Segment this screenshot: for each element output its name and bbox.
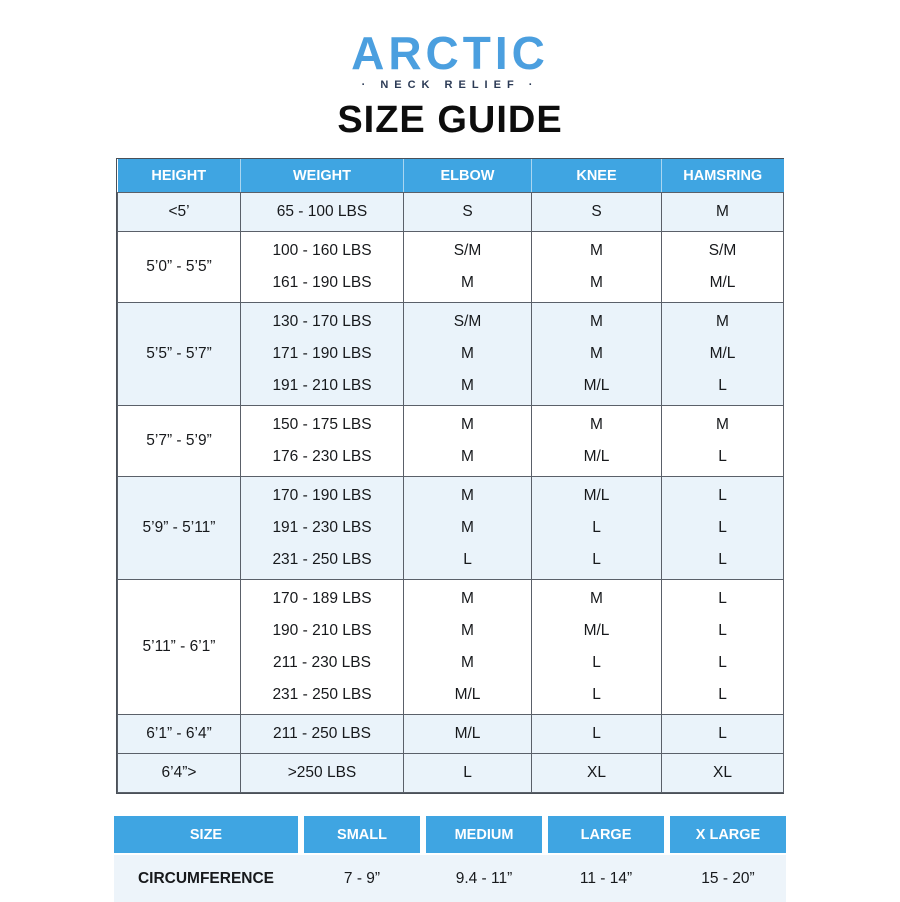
elbow-cell [404,715,532,754]
hamstring-value: L [718,551,727,568]
weight-value: >250 LBS [287,764,357,781]
knee-value: M [590,274,603,291]
circumference-table [114,816,786,902]
weight-value: 171 - 190 LBS [272,345,372,362]
size-table-body [118,193,784,793]
weight-value: 191 - 210 LBS [272,377,372,394]
column-header-elbow: ELBOW [404,159,532,193]
circumference-value: 11 - 14” [579,869,633,887]
hamstring-value: L [718,590,727,607]
hamstring-value: L [718,686,727,703]
elbow-value: M [461,487,474,504]
circumference-table-header [114,816,786,853]
height-cell: 5’11” - 6’1” [118,580,241,715]
elbow-cell [404,303,532,406]
elbow-cell [404,580,532,715]
elbow-value: M [461,622,474,639]
elbow-value: M [461,274,474,291]
knee-value: M [590,242,603,259]
weight-value: 170 - 190 LBS [272,487,372,504]
elbow-value: M [461,519,474,536]
circumference-value: 9.4 - 11” [455,869,513,887]
weight-cell [241,477,404,580]
elbow-value: M [461,377,474,394]
knee-value: M [590,345,603,362]
knee-value: L [592,686,601,703]
hamstring-cell [662,715,784,754]
weight-value: 161 - 190 LBS [272,274,372,291]
knee-cell [532,232,662,303]
height-cell: 5’5” - 5’7” [118,303,241,406]
hamstring-value: L [718,622,727,639]
weight-value: 211 - 250 LBS [273,725,371,742]
height-cell: 5’0” - 5’5” [118,232,241,303]
knee-value: M/L [583,622,610,639]
brand-logo [0,27,900,91]
column-header-height: HEIGHT [118,159,241,193]
weight-cell [241,193,404,232]
size-table-row [118,232,784,303]
weight-cell [241,406,404,477]
size-table-row [118,754,784,793]
knee-value: M [590,590,603,607]
hamstring-cell [662,580,784,715]
size-table-row [118,193,784,232]
hamstring-value: M [716,203,729,220]
knee-value: M [590,313,603,330]
weight-value: 211 - 230 LBS [273,654,371,671]
weight-cell [241,232,404,303]
knee-value: L [592,551,601,568]
elbow-value: S/M [453,313,482,330]
hamstring-cell [662,232,784,303]
hamstring-cell [662,477,784,580]
elbow-cell [404,477,532,580]
weight-value: 170 - 189 LBS [272,590,372,607]
size-table-row [118,715,784,754]
brand-name: ARCTIC [351,27,549,79]
circumference-column-header-small: SMALL [304,816,420,853]
weight-cell [241,754,404,793]
elbow-cell [404,193,532,232]
hamstring-cell [662,754,784,793]
hamstring-value: S/M [708,242,737,259]
knee-value: L [592,654,601,671]
column-header-hamsring: HAMSRING [662,159,784,193]
size-table [117,159,784,793]
elbow-value: S/M [453,242,482,259]
elbow-value: L [463,764,472,781]
hamstring-cell [662,303,784,406]
hamstring-value: L [718,377,727,394]
elbow-value: M [461,654,474,671]
page-title: SIZE GUIDE [337,99,563,141]
weight-cell [241,715,404,754]
elbow-value: M/L [454,725,481,742]
hamstring-value: L [718,725,727,742]
weight-value: 190 - 210 LBS [272,622,372,639]
height-cell: <5’ [118,193,241,232]
circumference-column-header-size: SIZE [114,816,298,853]
height-cell: 5’9” - 5’11” [118,477,241,580]
weight-value: 65 - 100 LBS [276,203,368,220]
elbow-cell [404,232,532,303]
size-table-row [118,406,784,477]
circumference-table-row [114,855,786,902]
circumference-column-header-medium: MEDIUM [426,816,542,853]
size-table-frame [116,158,784,794]
circumference-column-header-x-large: X LARGE [670,816,786,853]
column-header-weight: WEIGHT [241,159,404,193]
hamstring-value: L [718,487,727,504]
hamstring-value: M/L [709,345,736,362]
size-table-header [118,159,784,193]
weight-value: 231 - 250 LBS [272,551,372,568]
hamstring-cell [662,406,784,477]
elbow-value: M [461,345,474,362]
hamstring-value: M/L [709,274,736,291]
knee-value: M/L [583,448,610,465]
elbow-value: M [461,416,474,433]
elbow-value: L [463,551,472,568]
knee-value: M [590,416,603,433]
brand-tagline: · NECK RELIEF · [361,79,539,91]
elbow-value: M/L [454,686,481,703]
hamstring-value: M [716,416,729,433]
weight-value: 176 - 230 LBS [272,448,372,465]
hamstring-cell [662,193,784,232]
elbow-cell [404,754,532,793]
elbow-value: S [462,203,473,220]
hamstring-value: L [718,448,727,465]
circumference-table-body [114,855,786,902]
size-table-row [118,580,784,715]
knee-value: L [592,725,601,742]
knee-cell [532,715,662,754]
height-cell: 6’1” - 6’4” [118,715,241,754]
elbow-value: M [461,590,474,607]
knee-value: M/L [583,377,610,394]
size-table-row [118,303,784,406]
elbow-value: M [461,448,474,465]
size-table-row [118,477,784,580]
circumference-value: 15 - 20” [701,869,755,887]
weight-value: 191 - 230 LBS [272,519,372,536]
knee-value: S [591,203,602,220]
height-cell: 6’4”> [118,754,241,793]
column-header-knee: KNEE [532,159,662,193]
hamstring-value: M [716,313,729,330]
knee-value: L [592,519,601,536]
knee-cell [532,406,662,477]
size-table-header-row [118,159,784,193]
weight-cell [241,303,404,406]
circumference-column-header-large: LARGE [548,816,664,853]
weight-value: 100 - 160 LBS [272,242,372,259]
hamstring-value: L [718,654,727,671]
weight-value: 150 - 175 LBS [272,416,372,433]
weight-cell [241,580,404,715]
knee-cell [532,580,662,715]
knee-cell [532,303,662,406]
knee-cell [532,754,662,793]
knee-value: M/L [583,487,610,504]
knee-cell [532,193,662,232]
elbow-cell [404,406,532,477]
hamstring-value: XL [713,764,732,781]
weight-value: 130 - 170 LBS [272,313,372,330]
knee-cell [532,477,662,580]
circumference-row-label: CIRCUMFERENCE [137,869,275,887]
hamstring-value: L [718,519,727,536]
weight-value: 231 - 250 LBS [272,686,372,703]
knee-value: XL [587,764,606,781]
circumference-value: 7 - 9” [343,869,381,887]
height-cell: 5’7” - 5’9” [118,406,241,477]
